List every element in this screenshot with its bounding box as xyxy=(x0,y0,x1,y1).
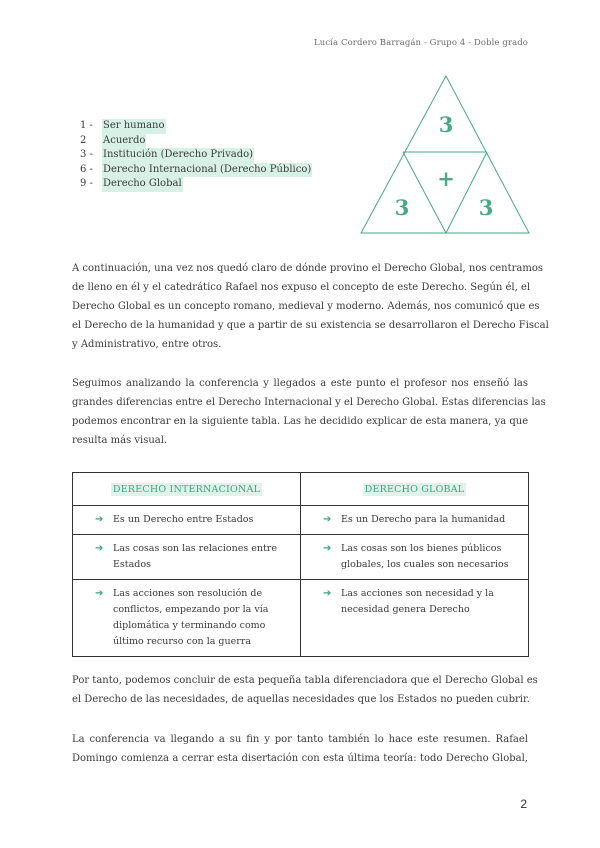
arrow-icon: ➔ xyxy=(323,543,332,554)
list-item xyxy=(80,134,312,149)
arrow-icon: ➔ xyxy=(95,588,104,599)
triangle-inner-line xyxy=(403,152,446,233)
cell-text: Es un Derecho entre Estados xyxy=(113,514,254,525)
paragraph-2 xyxy=(72,374,546,450)
triangle-outline xyxy=(361,76,529,233)
table-header-cell xyxy=(301,473,529,506)
triangle-left-number: 3 xyxy=(394,195,410,220)
page-number: 2 xyxy=(520,797,527,811)
numbered-list xyxy=(80,119,312,192)
paragraph-line: el Derecho de la humanidad y que a partir de su existencia se desarrollaron el Derecho Fiscal xyxy=(72,320,549,331)
table-row xyxy=(73,506,529,535)
triangle-right-number: 3 xyxy=(478,195,494,220)
paragraph-3 xyxy=(72,671,538,709)
table-row xyxy=(73,580,529,657)
cell-text: Las acciones son resolución de conflictos, empezando por la vía diplomática y terminando como último recurso con la guerra xyxy=(113,588,269,647)
list-number: 3 - xyxy=(80,149,93,160)
paragraph-line: el Derecho de las necesidades, de aquellas necesidades que los Estados no pueden cubrir. xyxy=(72,694,530,705)
table-header-row xyxy=(73,473,529,506)
table-cell xyxy=(73,535,301,580)
list-number: 9 - xyxy=(80,178,93,189)
list-item xyxy=(80,148,312,163)
table-cell xyxy=(73,580,301,657)
paragraph-line: y Administrativo, entre otros. xyxy=(72,339,222,350)
paragraph-line: Domingo comienza a cerrar esta disertación con esta última teoría: todo Derecho Global, xyxy=(72,753,528,764)
paragraph-1 xyxy=(72,259,549,354)
cell-text: Las cosas son las relaciones entre Estados xyxy=(113,543,277,570)
page-header: Lucía Cordero Barragán - Grupo 4 - Doble grado xyxy=(314,38,528,48)
paragraph-line: Por tanto, podemos concluir de esta pequeña tabla diferenciadora que el Derecho Global es xyxy=(72,675,538,686)
table-header-cell xyxy=(73,473,301,506)
arrow-icon: ➔ xyxy=(323,514,332,525)
list-label: Institución (Derecho Privado) xyxy=(102,148,254,163)
list-item xyxy=(80,163,312,178)
list-number: 1 - xyxy=(80,120,93,131)
paragraph-line: resulta más visual. xyxy=(72,435,168,446)
triangle-top-number: 3 xyxy=(438,112,454,137)
arrow-icon: ➔ xyxy=(95,543,104,554)
triangle-inner-line xyxy=(446,152,487,233)
paragraph-line: grandes diferencias entre el Derecho Internacional y el Derecho Global. Estas diferencias las xyxy=(72,397,546,408)
paragraph-line: de lleno en él y el catedrático Rafael nos expuso el concepto de este Derecho. Según él, el xyxy=(72,282,531,293)
cell-text: Las cosas son los bienes públicos globales, los cuales son necesarios xyxy=(341,543,509,570)
triangle-diagram xyxy=(360,74,532,236)
triangle-center-symbol: + xyxy=(437,166,455,191)
paragraph-line: La conferencia va llegando a su fin y por tanto también lo hace este resumen. Rafael xyxy=(72,734,528,745)
table-cell xyxy=(301,535,529,580)
paragraph-line: Derecho Global es un concepto romano, medieval y moderno. Además, nos comunicó que es xyxy=(72,301,540,312)
paragraph-line: Seguimos analizando la conferencia y llegados a este punto el profesor nos enseñó las xyxy=(72,378,528,389)
list-number: 6 - xyxy=(80,163,93,175)
paragraph-line: A continuación, una vez nos quedó claro de dónde provino el Derecho Global, nos centramos xyxy=(72,263,544,274)
list-number: 2 xyxy=(80,134,87,146)
table-cell xyxy=(73,506,301,535)
cell-text: Las acciones son necesidad y la necesidad genera Derecho xyxy=(341,588,494,615)
table-row xyxy=(73,535,529,580)
table-cell xyxy=(301,580,529,657)
arrow-icon: ➔ xyxy=(323,588,332,599)
list-label: Derecho Internacional (Derecho Público) xyxy=(102,163,312,178)
paragraph-4 xyxy=(72,730,528,768)
list-item xyxy=(80,119,312,134)
arrow-icon: ➔ xyxy=(95,514,104,525)
table-header-label: DERECHO GLOBAL xyxy=(364,483,465,495)
list-item xyxy=(80,177,312,192)
table-header-label: DERECHO INTERNACIONAL xyxy=(112,483,261,495)
list-label: Ser humano xyxy=(102,119,166,134)
paragraph-line: podemos encontrar en la siguiente tabla. Las he decidido explicar de esta manera, ya que xyxy=(72,416,529,427)
list-label: Derecho Global xyxy=(102,177,183,192)
list-label: Acuerdo xyxy=(102,134,146,149)
comparison-table xyxy=(72,472,529,657)
table-cell xyxy=(301,506,529,535)
cell-text: Es un Derecho para la humanidad xyxy=(341,514,506,525)
